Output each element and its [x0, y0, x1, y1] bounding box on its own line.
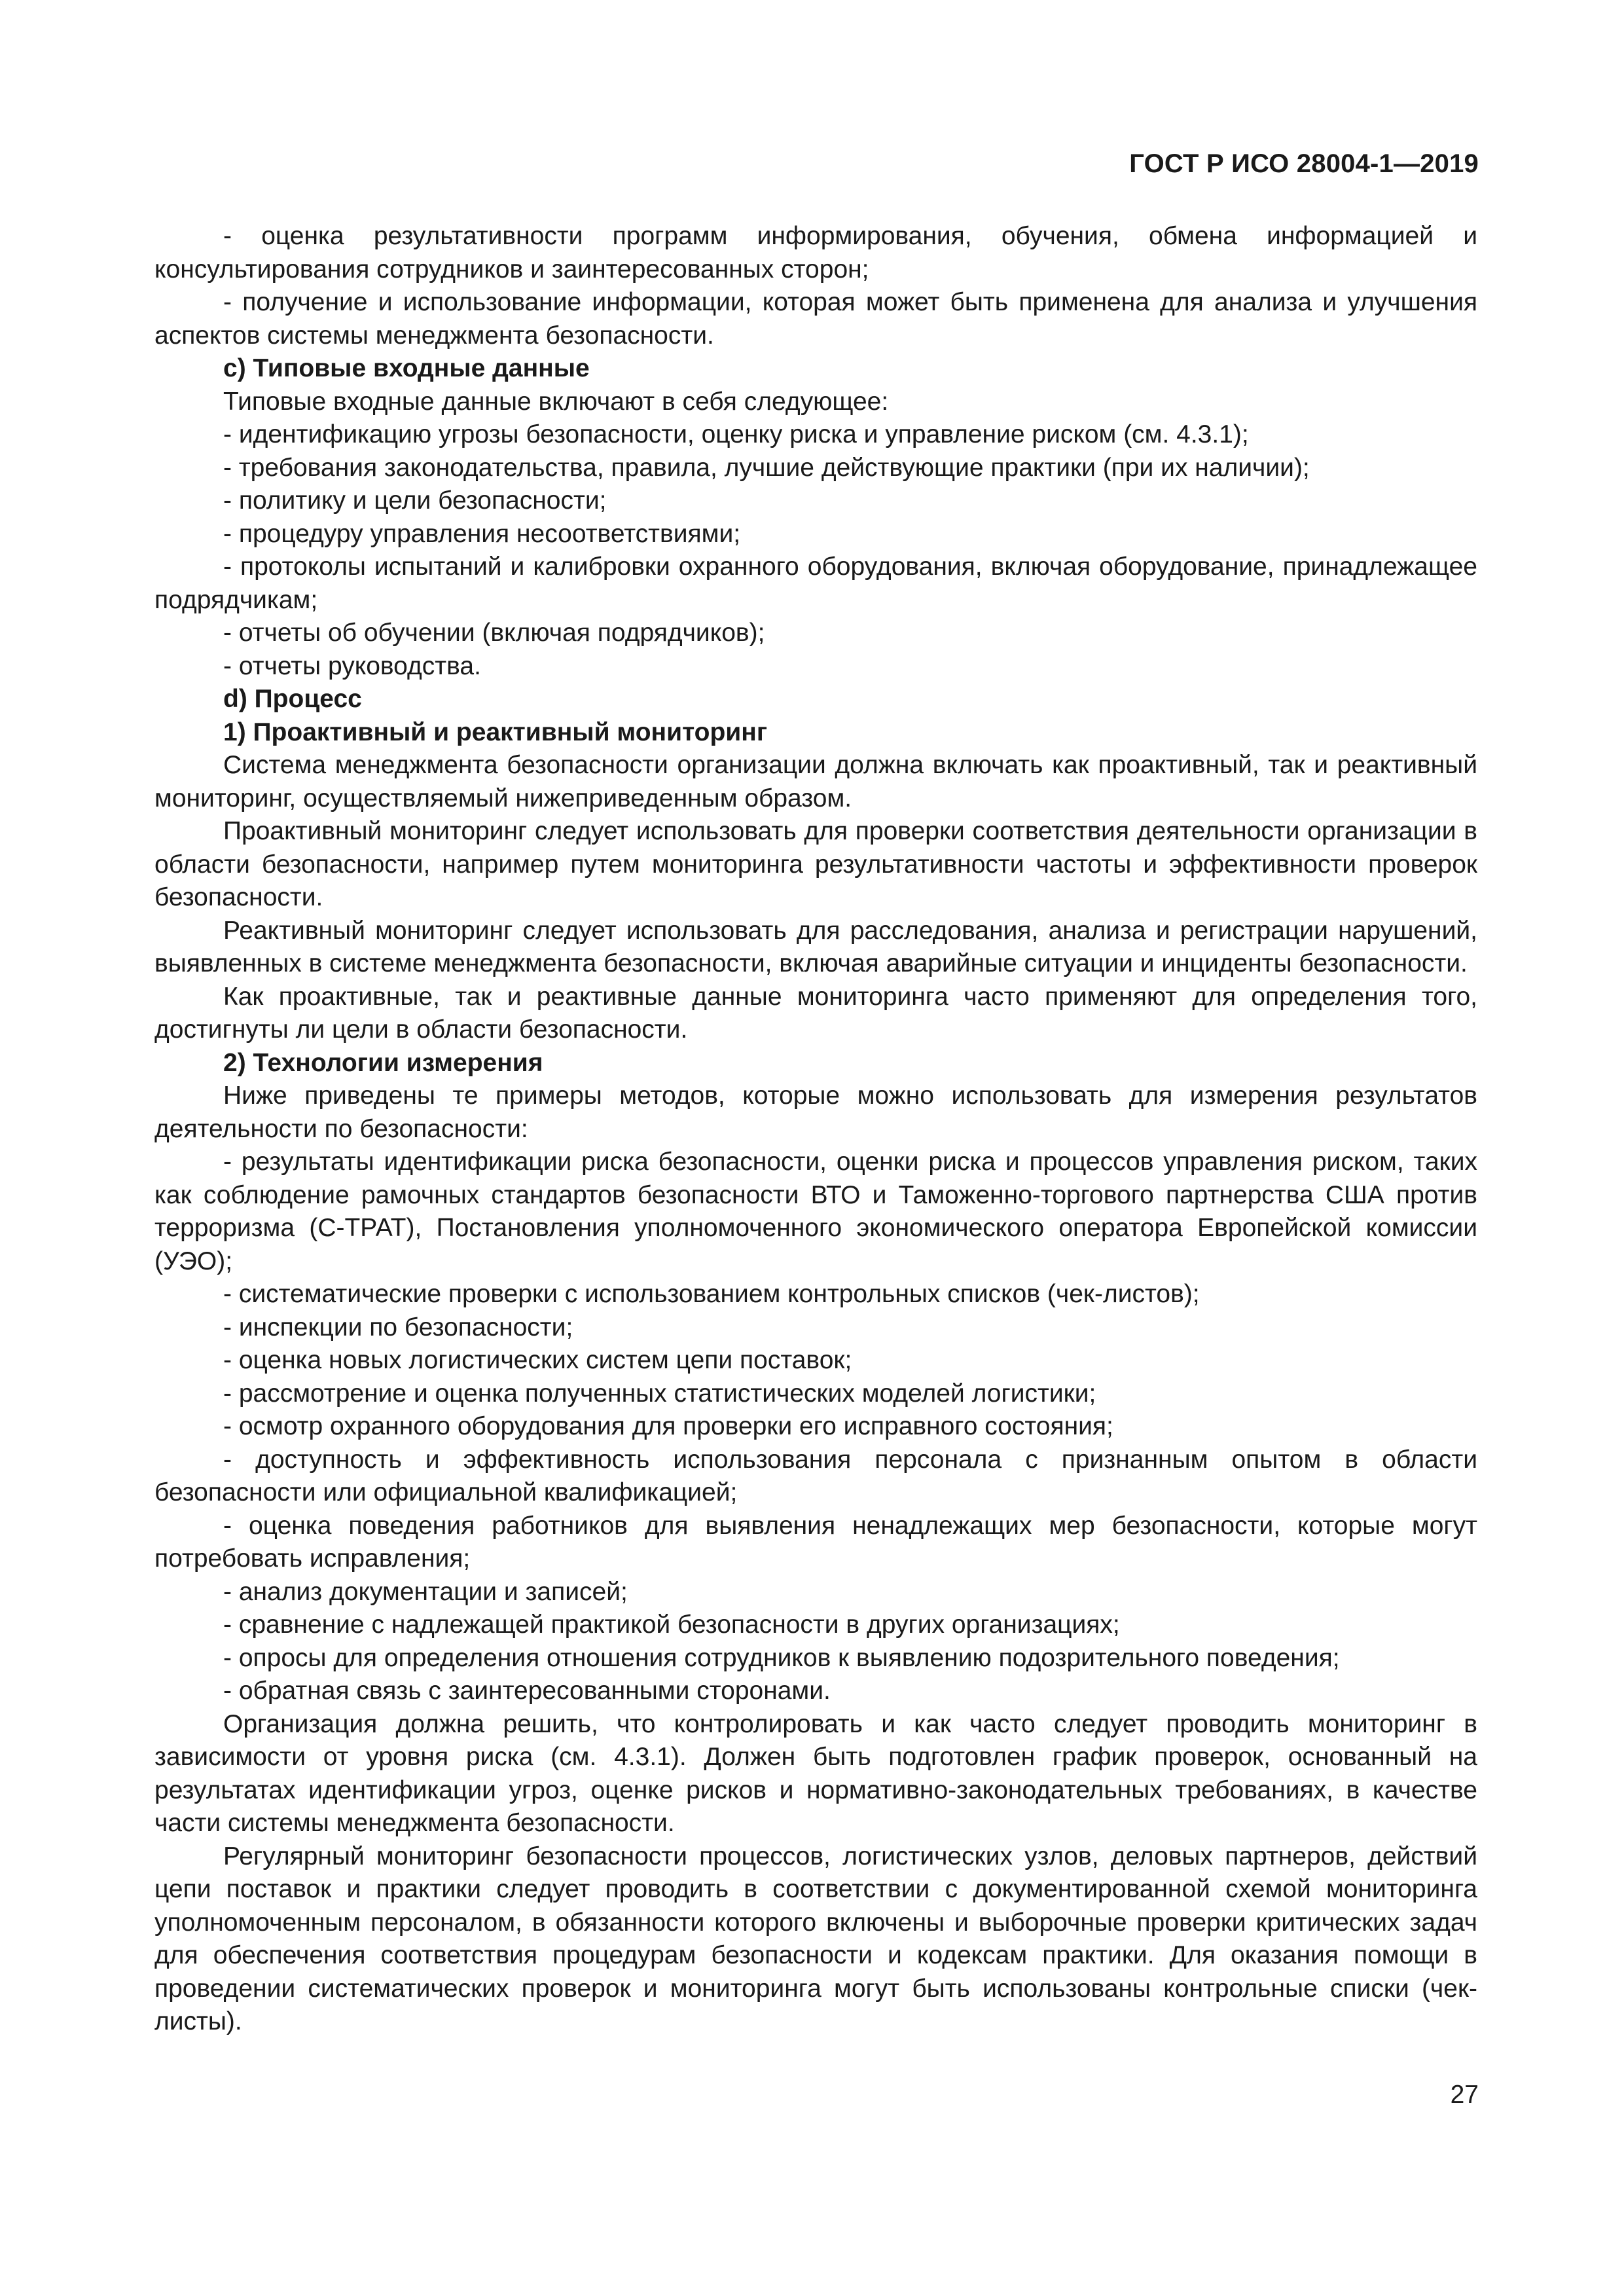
- paragraph: - рассмотрение и оценка полученных статистических моделей логистики;: [223, 1379, 1096, 1408]
- paragraph: - получение и использование информации, которая может быть применена для анализа и улучшения аспектов системы менеджмента безопасности.: [154, 288, 1477, 350]
- document-body: [154, 220, 1477, 2039]
- paragraph: - осмотр охранного оборудования для проверки его исправного состояния;: [223, 1412, 1113, 1440]
- section-heading: d) Процесс: [223, 685, 362, 713]
- paragraph: - оценка результативности программ информирования, обучения, обмена информацией и консультирования сотрудников и заинтересованных сторон;: [154, 222, 1477, 283]
- paragraph: Реактивный мониторинг следует использовать для расследования, анализа и регистрации нарушений, выявленных в системе менеджмента безопасности, включая аварийные ситуации и инциденты безопасности.: [154, 916, 1477, 977]
- paragraph: - отчеты об обучении (включая подрядчиков);: [223, 619, 765, 647]
- paragraph: - оценка поведения работников для выявления ненадлежащих мер безопасности, которые могут потребовать исправления;: [154, 1511, 1477, 1573]
- paragraph: Система менеджмента безопасности организации должна включать как проактивный, так и реактивный мониторинг, осуществляемый нижеприведенным образом.: [154, 751, 1477, 812]
- paragraph: Организация должна решить, что контролировать и как часто следует проводить мониторинг в зависимости от уровня риска (см. 4.3.1). Должен быть подготовлен график проверок, основанный на результатах идентификации угроз, оценке рисков и нормативно-законодательных требованиях, в качестве части системы менеджмента безопасности.: [154, 1709, 1477, 1837]
- paragraph: - процедуру управления несоответствиями;: [223, 519, 741, 548]
- paragraph: - обратная связь с заинтересованными сторонами.: [223, 1677, 831, 1705]
- paragraph: - протоколы испытаний и калибровки охранного оборудования, включая оборудование, принадлежащее подрядчикам;: [154, 553, 1477, 614]
- paragraph: Ниже приведены те примеры методов, которые можно использовать для измерения результатов деятельности по безопасности:: [154, 1082, 1477, 1143]
- paragraph: - отчеты руководства.: [223, 651, 481, 680]
- paragraph: - сравнение с надлежащей практикой безопасности в других организациях;: [223, 1611, 1120, 1639]
- section-heading: 1) Проактивный и реактивный мониторинг: [223, 718, 768, 746]
- section-heading: 2) Технологии измерения: [223, 1048, 543, 1077]
- paragraph: Типовые входные данные включают в себя следующее:: [223, 387, 889, 416]
- paragraph: Регулярный мониторинг безопасности процессов, логистических узлов, деловых партнеров, действий цепи поставок и практики следует проводить в соответствии с документированной схемой мониторинга уполномоченным персоналом, в обязанности которого включены и выборочные проверки критических задач для обеспечения соответствия процедурам безопасности и кодексам практики. Для оказания помощи в проведении систематических проверок и мониторинга могут быть использованы контрольные списки (чек-листы).: [154, 1842, 1477, 2035]
- paragraph: - анализ документации и записей;: [223, 1577, 628, 1606]
- paragraph: - идентификацию угрозы безопасности, оценку риска и управление риском (см. 4.3.1);: [223, 420, 1249, 448]
- section-heading: c) Типовые входные данные: [223, 354, 590, 382]
- paragraph: Как проактивные, так и реактивные данные мониторинга часто применяют для определения того, достигнуты ли цели в области безопасности.: [154, 982, 1477, 1044]
- paragraph: - доступность и эффективность использования персонала с признанным опытом в области безопасности или официальной квалификацией;: [154, 1445, 1477, 1506]
- paragraph: - требования законодательства, правила, лучшие действующие практики (при их наличии);: [223, 453, 1310, 482]
- paragraph: - политику и цели безопасности;: [223, 486, 607, 515]
- paragraph: - оценка новых логистических систем цепи поставок;: [223, 1346, 852, 1374]
- paragraph: - инспекции по безопасности;: [223, 1313, 573, 1341]
- paragraph: Проактивный мониторинг следует использовать для проверки соответствия деятельности организации в области безопасности, например путем мониторинга результативности частоты и эффективности проверок безопасности.: [154, 817, 1477, 911]
- page-number: 27: [1450, 2081, 1479, 2109]
- paragraph: - систематические проверки с использованием контрольных списков (чек-листов);: [223, 1280, 1200, 1308]
- paragraph: - результаты идентификации риска безопасности, оценки риска и процессов управления риском, таких как соблюдение рамочных стандартов безопасности ВТО и Таможенно-торгового партнерства США против терроризма (С-ТРАТ), Постановления уполномоченного экономического оператора Европейской комиссии (УЭО);: [154, 1148, 1477, 1275]
- document-header: ГОСТ Р ИСО 28004-1—2019: [1129, 149, 1479, 178]
- paragraph: - опросы для определения отношения сотрудников к выявлению подозрительного поведения;: [223, 1643, 1340, 1672]
